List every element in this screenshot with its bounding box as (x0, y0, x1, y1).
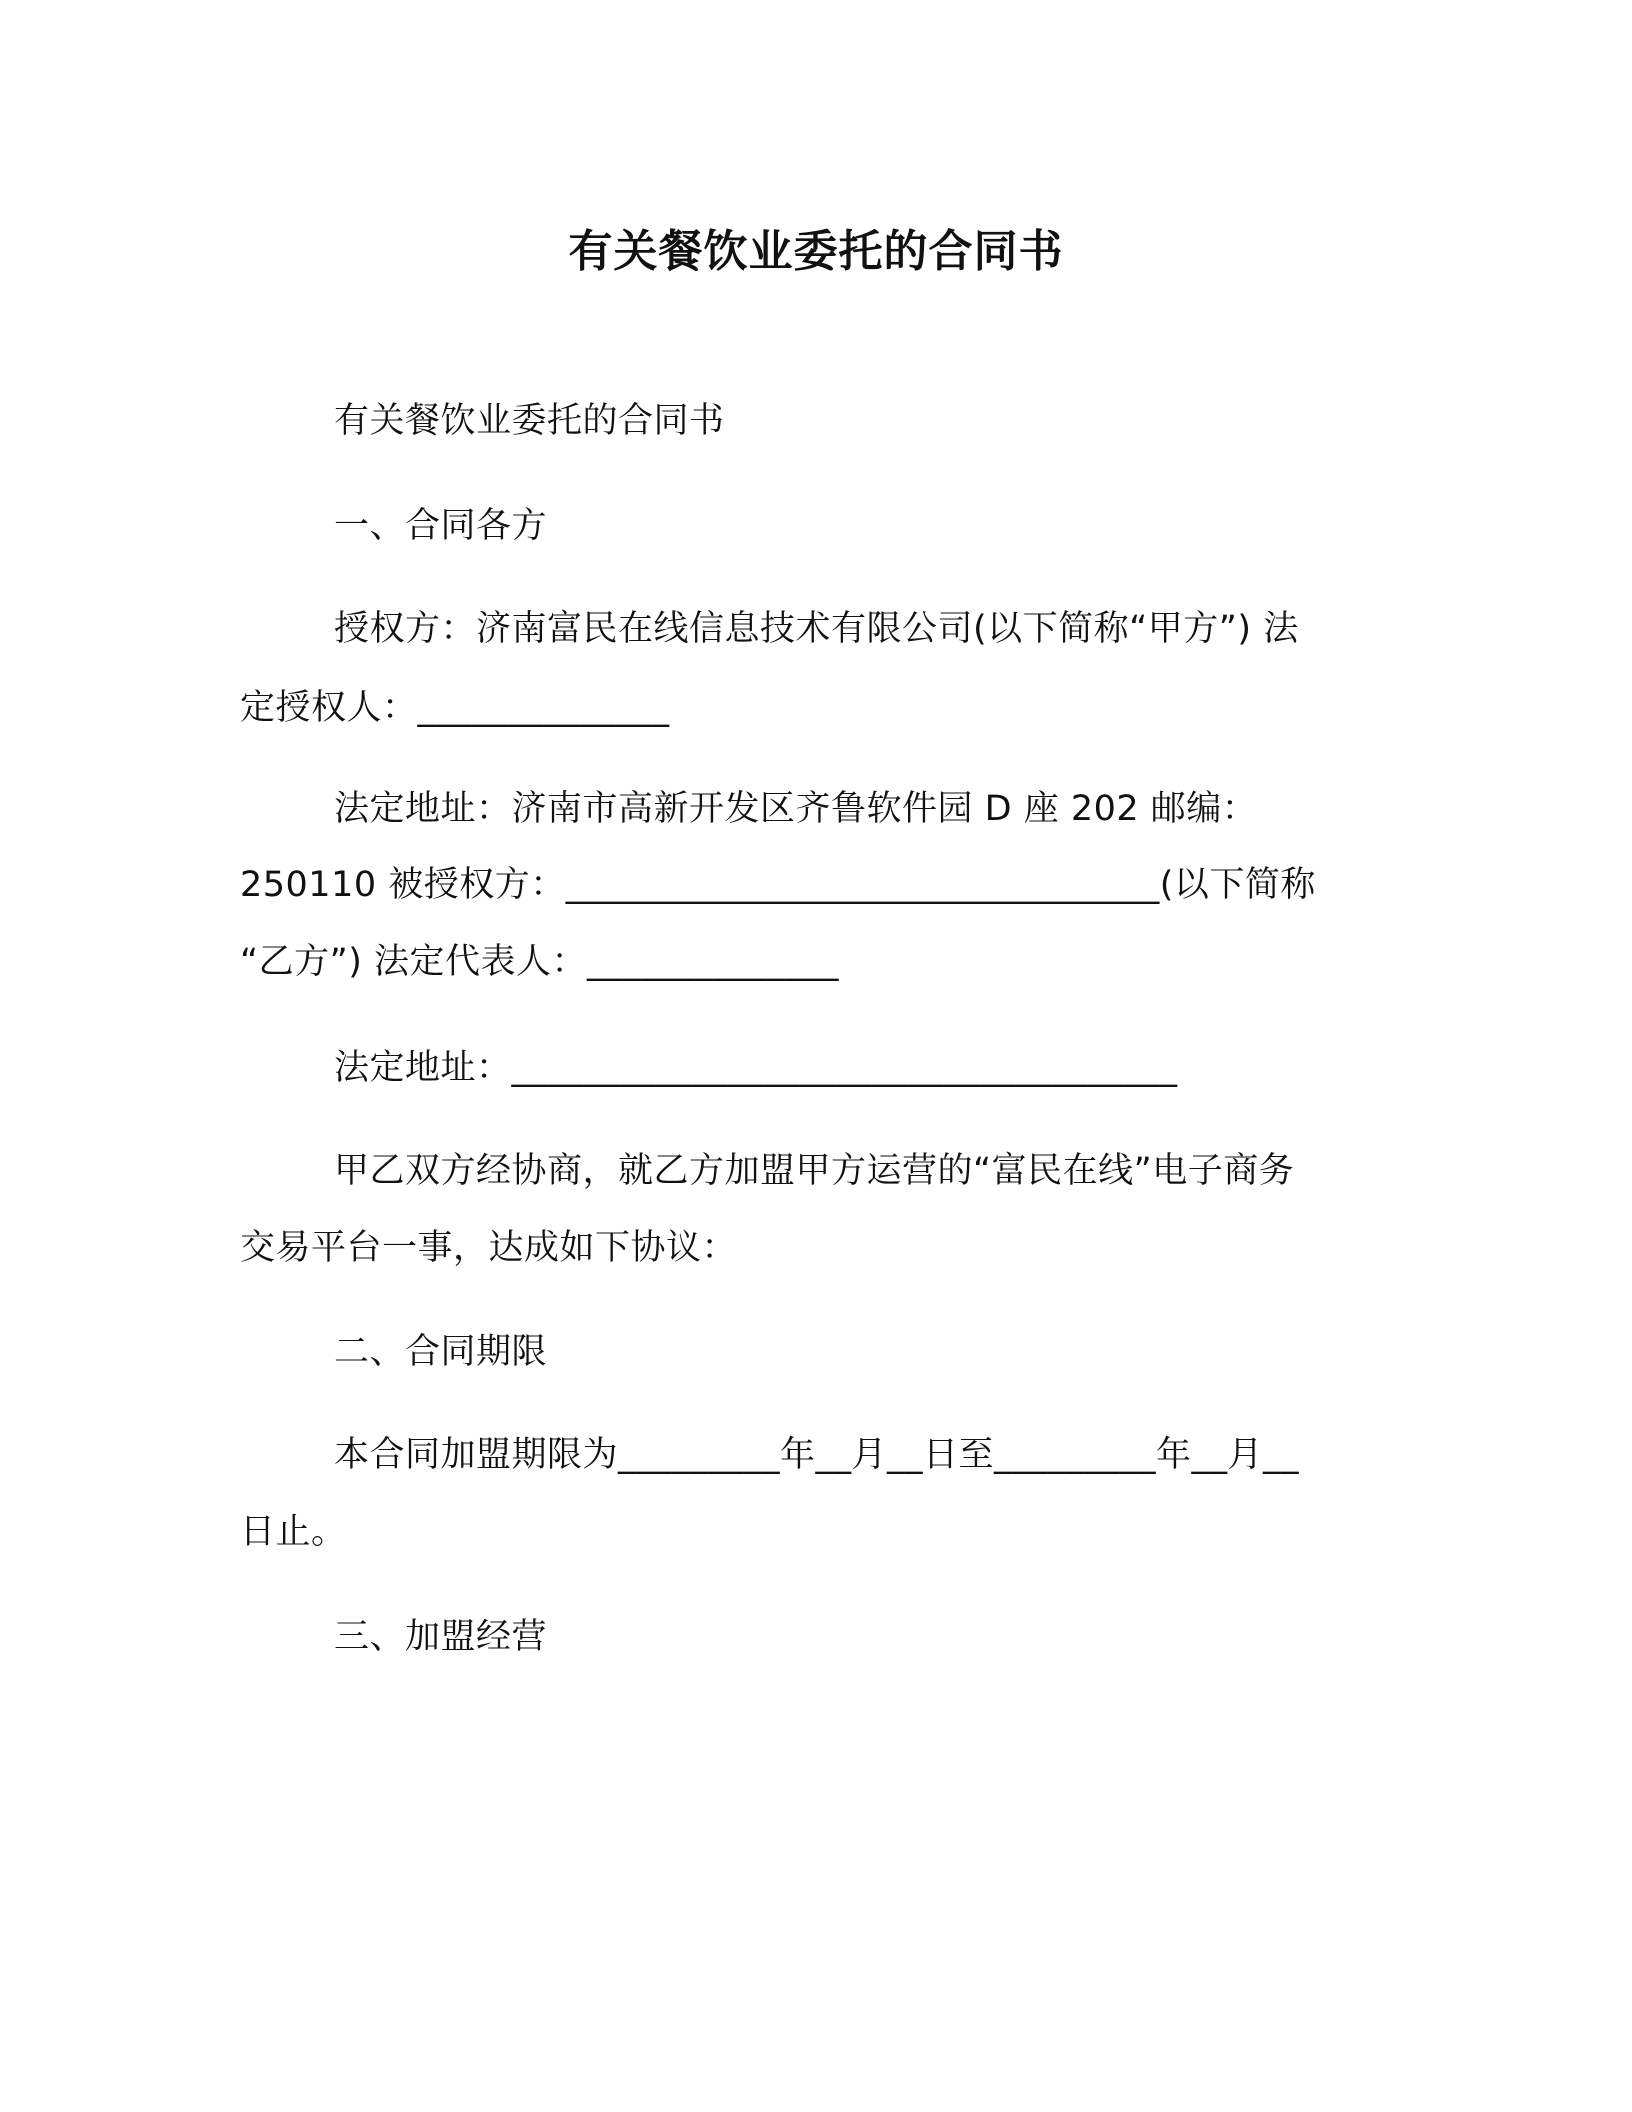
subtitle-line: 有关餐饮业委托的合同书 (334, 401, 725, 441)
grantor-line: 授权方：济南富民在线信息技术有限公司(以下简称“甲方”) 法 (334, 609, 1299, 649)
section-heading-parties: 一、合同各方 (334, 506, 548, 546)
term-line-continuation: 日止。 (240, 1512, 347, 1552)
grantor-address-line: 法定地址：济南市高新开发区齐鲁软件园 D 座 202 邮编： (334, 789, 1258, 829)
term-line: 本合同加盟期限为_________年__月__日至_________年__月__ (334, 1435, 1300, 1475)
grantor-authorized-person-line: 定授权人：______________ (240, 688, 670, 728)
grantee-address-line: 法定地址：_____________________________________ (334, 1048, 1178, 1088)
document-title: 有关餐饮业委托的合同书 (568, 226, 1064, 277)
grantee-representative-line: “乙方”) 法定代表人：______________ (240, 942, 840, 982)
agreement-intro-line: 甲乙双方经协商，就乙方加盟甲方运营的“富民在线”电子商务 (334, 1151, 1295, 1191)
section-heading-franchise: 三、加盟经营 (334, 1617, 548, 1657)
agreement-intro-continuation: 交易平台一事，达成如下协议： (240, 1228, 738, 1268)
section-heading-term: 二、合同期限 (334, 1332, 548, 1372)
postcode-grantee-line: 250110 被授权方：_________________________________(以下简称 (240, 865, 1316, 905)
